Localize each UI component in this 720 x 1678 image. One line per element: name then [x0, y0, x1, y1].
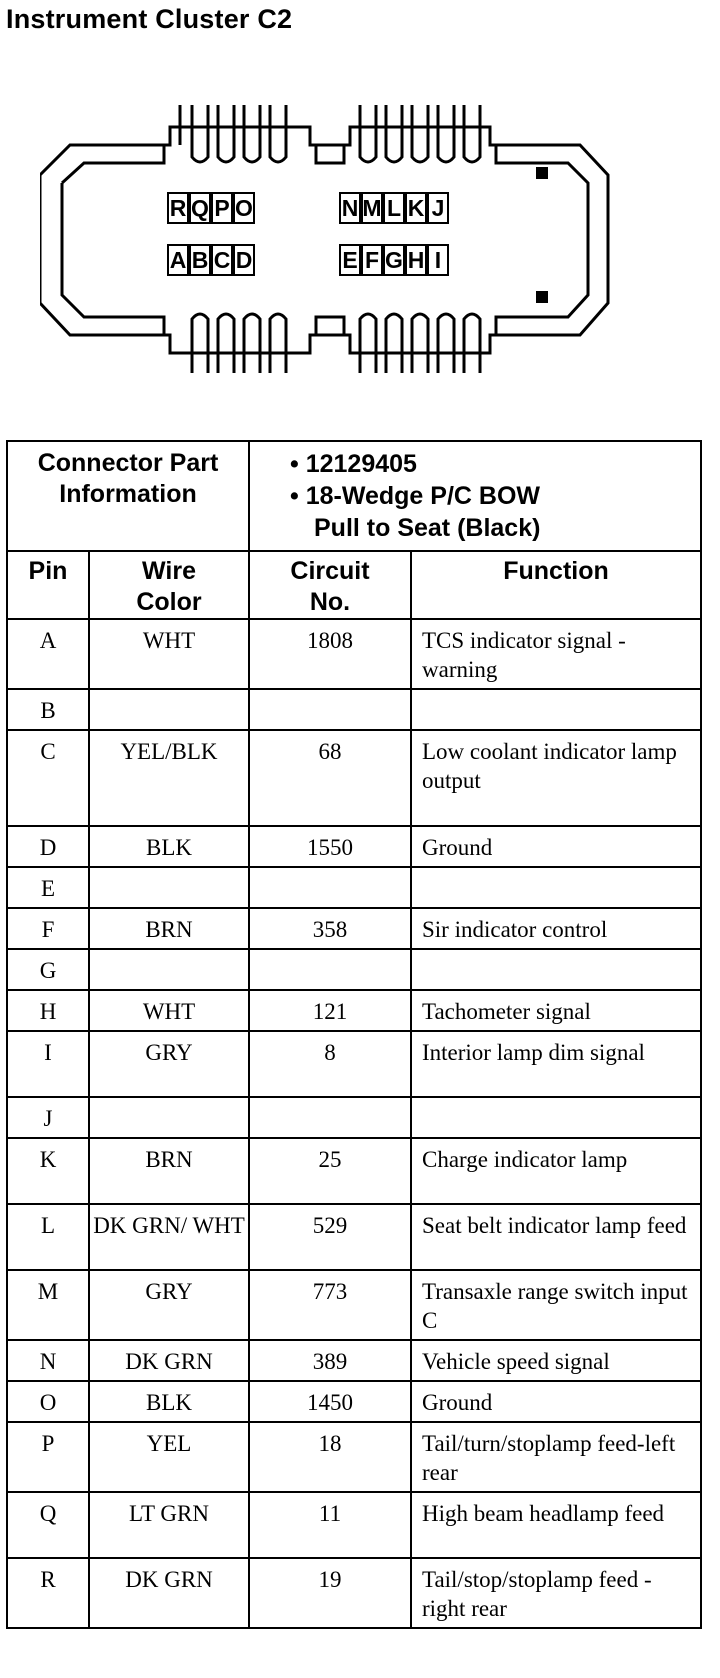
pin-cell: C	[7, 730, 89, 826]
wire-color-cell: DK GRN/ WHT	[89, 1204, 249, 1270]
circuit-no-cell	[249, 949, 411, 990]
pin-cell: M	[7, 1270, 89, 1340]
pin-cell: L	[7, 1204, 89, 1270]
pin-cell: J	[7, 1097, 89, 1138]
table-row	[7, 1340, 701, 1381]
function-cell	[411, 949, 701, 990]
circuit-no-cell: 8	[249, 1031, 411, 1097]
pin-label-o: O	[235, 195, 253, 221]
circuit-no-cell: 1550	[249, 826, 411, 867]
function-cell: Tail/turn/stoplamp feed-left rear	[411, 1422, 701, 1492]
table-row	[7, 1422, 701, 1492]
pin-cell: N	[7, 1340, 89, 1381]
function-cell: Low coolant indicator lamp output	[411, 730, 701, 826]
pin-label-c: C	[213, 247, 231, 273]
pin-cell: A	[7, 619, 89, 689]
circuit-no-cell	[249, 689, 411, 730]
pin-cell: Q	[7, 1492, 89, 1558]
table-row	[7, 908, 701, 949]
wire-color-cell: BLK	[89, 1381, 249, 1422]
table-row	[7, 1381, 701, 1422]
wire-color-cell: WHT	[89, 990, 249, 1031]
pin-cell: I	[7, 1031, 89, 1097]
wire-color-cell: DK GRN	[89, 1340, 249, 1381]
pin-cell: H	[7, 990, 89, 1031]
pin-cell: P	[7, 1422, 89, 1492]
pin-label-g: G	[385, 247, 403, 273]
circuit-no-cell: 1450	[249, 1381, 411, 1422]
wire-color-cell: GRY	[89, 1270, 249, 1340]
wire-color-cell	[89, 1097, 249, 1138]
circuit-no-cell: 389	[249, 1340, 411, 1381]
table-row	[7, 619, 701, 689]
pin-cell: D	[7, 826, 89, 867]
table-row	[7, 1558, 701, 1628]
pin-label-k: K	[407, 195, 425, 221]
circuit-no-cell	[249, 867, 411, 908]
wire-color-cell: GRY	[89, 1031, 249, 1097]
pin-label-b: B	[191, 247, 209, 273]
circuit-no-cell: 358	[249, 908, 411, 949]
connector-description-2: Pull to Seat (Black)	[314, 514, 541, 542]
pin-label-h: H	[407, 247, 425, 273]
circuit-no-cell: 25	[249, 1138, 411, 1204]
function-cell: Transaxle range switch input C	[411, 1270, 701, 1340]
pin-label-e: E	[342, 247, 358, 273]
pin-label-n: N	[341, 195, 359, 221]
circuit-no-cell	[249, 1097, 411, 1138]
pin-cell: B	[7, 689, 89, 730]
key-mark-top	[536, 167, 548, 179]
function-cell: Tachometer signal	[411, 990, 701, 1031]
function-cell: Ground	[411, 826, 701, 867]
part-number: • 12129405	[290, 450, 417, 478]
wire-color-cell: BRN	[89, 908, 249, 949]
table-row	[7, 990, 701, 1031]
function-cell: Seat belt indicator lamp feed	[411, 1204, 701, 1270]
function-cell: TCS indicator signal - warning	[411, 619, 701, 689]
circuit-no-cell: 773	[249, 1270, 411, 1340]
table-row	[7, 867, 701, 908]
col-circuit-no: Circuit No.	[249, 551, 411, 619]
wire-color-cell	[89, 689, 249, 730]
connector-info-values	[249, 441, 701, 551]
connector-table	[6, 440, 702, 1629]
function-cell: Vehicle speed signal	[411, 1340, 701, 1381]
pin-label-f: F	[364, 247, 380, 273]
pin-label-a: A	[169, 247, 187, 273]
top-fins	[180, 105, 480, 162]
function-cell	[411, 689, 701, 730]
function-cell	[411, 1097, 701, 1138]
connector-info-label: Connector Part Information	[7, 441, 249, 551]
col-pin: Pin	[7, 551, 89, 619]
column-header-row	[7, 551, 701, 619]
table-row	[7, 1204, 701, 1270]
circuit-no-cell: 529	[249, 1204, 411, 1270]
connector-description: • 18-Wedge P/C BOW	[290, 482, 540, 510]
pin-label-l: L	[386, 195, 402, 221]
table-row	[7, 1097, 701, 1138]
col-function: Function	[411, 551, 701, 619]
circuit-no-cell: 19	[249, 1558, 411, 1628]
circuit-no-cell: 68	[249, 730, 411, 826]
bottom-fins	[192, 314, 480, 373]
table-row	[7, 689, 701, 730]
table-row	[7, 730, 701, 826]
pin-cell: G	[7, 949, 89, 990]
function-cell: Interior lamp dim signal	[411, 1031, 701, 1097]
connector-diagram	[40, 105, 620, 373]
pin-label-q: Q	[191, 195, 209, 221]
pin-cell: F	[7, 908, 89, 949]
table-row	[7, 1138, 701, 1204]
wire-color-cell	[89, 867, 249, 908]
wire-color-cell: YEL	[89, 1422, 249, 1492]
table-row	[7, 1270, 701, 1340]
pin-cell: O	[7, 1381, 89, 1422]
pin-label-i: I	[434, 247, 442, 273]
wire-color-cell: BRN	[89, 1138, 249, 1204]
pin-label-m: M	[362, 195, 382, 221]
circuit-no-cell: 11	[249, 1492, 411, 1558]
pin-cell: K	[7, 1138, 89, 1204]
table-row	[7, 1492, 701, 1558]
connector-info-row	[7, 441, 701, 551]
function-cell	[411, 867, 701, 908]
table-row	[7, 1031, 701, 1097]
circuit-no-cell: 121	[249, 990, 411, 1031]
pin-cell: R	[7, 1558, 89, 1628]
pin-label-r: R	[169, 195, 187, 221]
function-cell: Sir indicator control	[411, 908, 701, 949]
wire-color-cell: YEL/BLK	[89, 730, 249, 826]
function-cell: Charge indicator lamp	[411, 1138, 701, 1204]
circuit-no-cell: 18	[249, 1422, 411, 1492]
pin-label-p: P	[214, 195, 230, 221]
col-wire-color: Wire Color	[89, 551, 249, 619]
wire-color-cell	[89, 949, 249, 990]
wire-color-cell: BLK	[89, 826, 249, 867]
table-row	[7, 949, 701, 990]
circuit-no-cell: 1808	[249, 619, 411, 689]
connector-outline	[40, 127, 608, 353]
function-cell: Tail/stop/stoplamp feed - right rear	[411, 1558, 701, 1628]
table-row	[7, 826, 701, 867]
pin-cell: E	[7, 867, 89, 908]
wire-color-cell: WHT	[89, 619, 249, 689]
function-cell: High beam headlamp feed	[411, 1492, 701, 1558]
pin-label-j: J	[431, 195, 445, 221]
function-cell: Ground	[411, 1381, 701, 1422]
key-mark-bottom	[536, 291, 548, 303]
page-title: Instrument Cluster C2	[6, 4, 293, 34]
pin-label-d: D	[235, 247, 253, 273]
wire-color-cell: DK GRN	[89, 1558, 249, 1628]
wire-color-cell: LT GRN	[89, 1492, 249, 1558]
